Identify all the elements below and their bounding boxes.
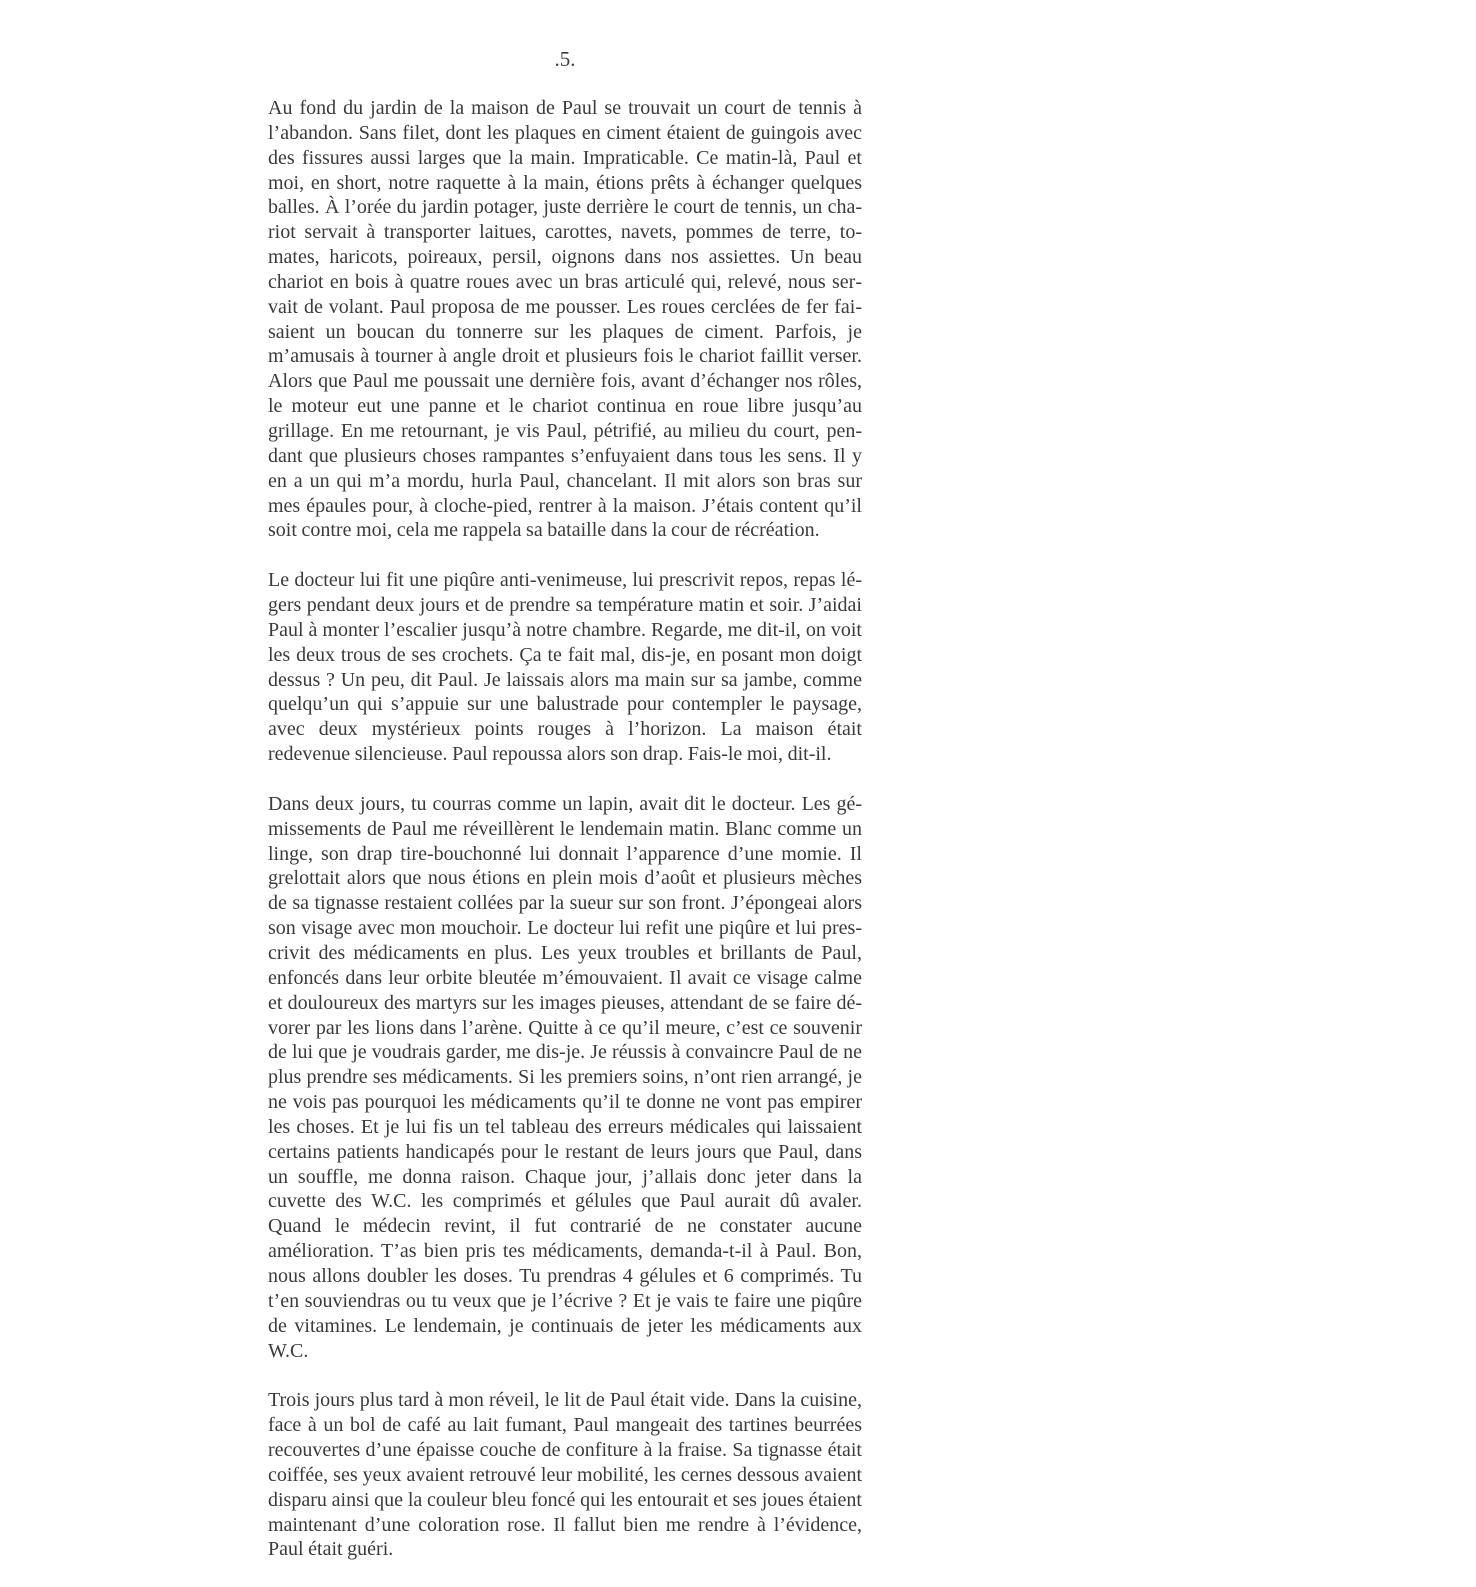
page-number: .5. bbox=[554, 47, 576, 71]
body-text bbox=[268, 96, 862, 1587]
paragraph-1: Au fond du jardin de la maison de Paul se trouvait un court de tennis à l’abandon. Sans filet, dont les plaques en ciment étaient de guingois avec des fissures aussi larges que la main. Impraticable. Ce matin-là, Paul et moi, en short, notre raquette à la main, étions prêts à échanger quelques balles. À l’orée du jardin potager, juste derrière le court de tennis, un chariot servait à transporter laitues, carottes, navets, pommes de terre, tomates, haricots, poireaux, persil, oignons dans nos assiettes. Un beau chariot en bois à quatre roues avec un bras articulé qui, relevé, nous servait de volant. Paul proposa de me pousser. Les roues cerclées de fer faisaient un boucan du tonnerre sur les plaques de ciment. Parfois, je m’amusais à tourner à angle droit et plusieurs fois le chariot faillit verser. Alors que Paul me poussait une dernière fois, avant d’échanger nos rôles, le moteur eut une panne et le chariot continua en roue libre jusqu’au grillage. En me retournant, je vis Paul, pétrifié, au milieu du court, pendant que plusieurs choses rampantes s’enfuyaient dans tous les sens. Il y en a un qui m’a mordu, hurla Paul, chancelant. Il mit alors son bras sur mes épaules pour, à cloche-pied, rentrer à la maison. J’étais content qu’il soit contre moi, cela me rappela sa bataille dans la cour de récréation. bbox=[268, 97, 862, 542]
paragraph-3: Dans deux jours, tu courras comme un lapin, avait dit le docteur. Les gémissements de Paul me réveillèrent le lendemain matin. Blanc comme un linge, son drap tire-bouchonné lui donnait l’apparence d’une momie. Il grelottait alors que nous étions en plein mois d’août et plusieurs mèches de sa tignasse restaient collées par la sueur sur son front. J’épongeai alors son visage avec mon mouchoir. Le docteur lui refit une piqûre et lui prescrivit des médicaments en plus. Les yeux troubles et brillants de Paul, enfoncés dans leur orbite bleutée m’émouvaient. Il avait ce visage calme et douloureux des martyrs sur les images pieuses, attendant de se faire dévorer par les lions dans l’arène. Quitte à ce qu’il meure, c’est ce souvenir de lui que je voudrais garder, me dis-je. Je réussis à convaincre Paul de ne plus prendre ses médicaments. Si les premiers soins, n’ont rien arrangé, je ne vois pas pourquoi les médicaments qu’il te donne ne vont pas empirer les choses. Et je lui fis un tel tableau des erreurs médicales qui laissaient certains patients handicapés pour le restant de leurs jours que Paul, dans un souffle, me donna raison. Chaque jour, j’allais donc jeter dans la cuvette des W.C. les comprimés et gélules que Paul aurait dû avaler. Quand le médecin revint, il fut contrarié de ne constater aucune amélioration. T’as bien pris tes médicaments, demanda-t-il à Paul. Bon, nous allons doubler les doses. Tu prendras 4 gélules et 6 comprimés. Tu t’en souviendras ou tu veux que je l’écrive ? Et je vais te faire une piqûre de vitamines. Le lendemain, je continuais de jeter les médicaments aux W.C. bbox=[268, 792, 862, 1362]
paragraph-4: Trois jours plus tard à mon réveil, le lit de Paul était vide. Dans la cuisine, face à un bol de café au lait fumant, Paul mangeait des tartines beurrées recouvertes d’une épaisse couche de confiture à la fraise. Sa tignasse était coiffée, ses yeux avaient retrouvé leur mobilité, les cernes dessous avaient disparu ainsi que la couleur bleu foncé qui les entourait et ses joues étaient maintenant d’une coloration rose. Il fallut bien me rendre à l’évidence, Paul était guéri. bbox=[268, 1389, 862, 1561]
paragraph-2: Le docteur lui fit une piqûre anti-venimeuse, lui prescrivit repos, repas légers pendant deux jours et de prendre sa température matin et soir. J’aidai Paul à monter l’escalier jusqu’à notre chambre. Regarde, me dit-il, on voit les deux trous de ses crochets. Ça te fait mal, dis-je, en posant mon doigt dessus ? Un peu, dit Paul. Je laissais alors ma main sur sa jambe, comme quelqu’un qui s’appuie sur une balustrade pour contempler le paysage, avec deux mystérieux points rouges à l’horizon. La maison était redevenue silencieuse. Paul repoussa alors son drap. Fais-le moi, dit-il. bbox=[268, 569, 862, 766]
